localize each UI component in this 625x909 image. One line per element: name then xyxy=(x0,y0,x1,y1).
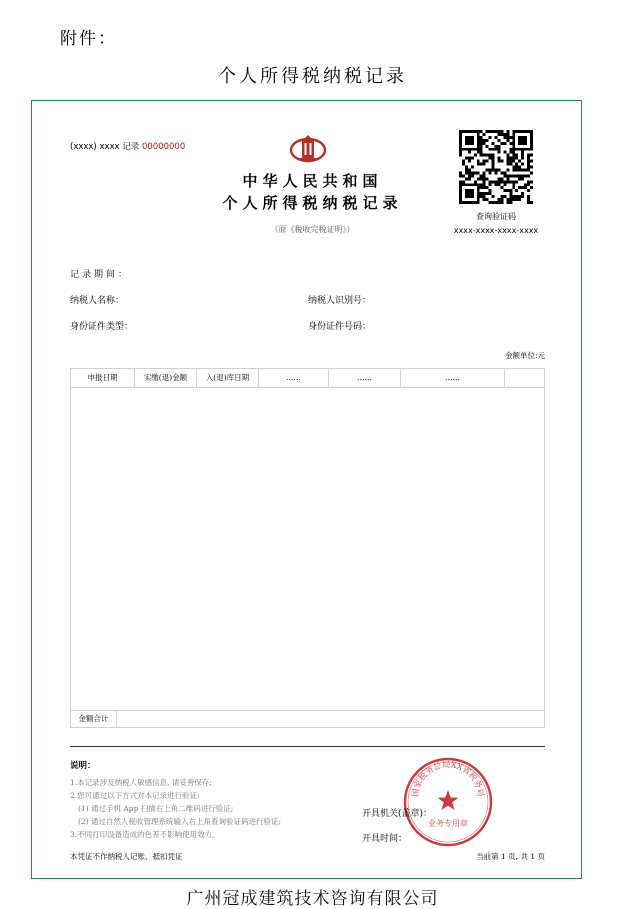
seal-center-text: 业务专用章 xyxy=(428,819,468,828)
note-item-2b: (2) 通过自然人税收管理系统输入右上角查询验证码进行验证; xyxy=(78,817,282,826)
record-number xyxy=(70,140,185,152)
qr-code-icon[interactable] xyxy=(459,130,533,204)
taxpayer-name-label: 纳税人名称： xyxy=(70,296,125,306)
table-header-paid-amount: 实缴(退)金额 xyxy=(135,369,197,387)
record-period-label: 记录期间： xyxy=(70,270,131,280)
table-header-col7 xyxy=(505,369,544,387)
note-item-2: 2.您可通过以下方式对本记录进行验证: xyxy=(70,791,200,800)
issuing-authority-label: 开具机关(盖章)： xyxy=(362,809,433,819)
note-item-1: 1.本记录涉及纳税人敏感信息, 请妥善保存; xyxy=(70,778,212,787)
original-certificate-note: （原《税收完税证明》） xyxy=(270,225,355,234)
document-title: 个人所得税纳税记录 xyxy=(218,66,407,87)
record-number-value: 00000000 xyxy=(141,142,186,152)
table-header-col6: …… xyxy=(401,369,505,387)
table-header-col4: …… xyxy=(259,369,329,387)
id-number-label: 身份证件号码： xyxy=(308,322,372,332)
page-indicator: 当前第 1 页, 共 1 页 xyxy=(476,852,545,861)
main-title-line1: 中华人民共和国 xyxy=(242,172,383,190)
qr-verify-label: 查询验证码 xyxy=(476,212,516,221)
table-total-label: 金额合计 xyxy=(71,710,117,728)
notes-heading: 说明： xyxy=(70,761,96,771)
table-total-divider xyxy=(71,710,544,711)
taxpayer-id-label: 纳税人识别号： xyxy=(308,296,372,306)
table-header-declare-date: 申报日期 xyxy=(71,369,135,387)
note-item-2a: (1) 通过手机 App 扫描右上角二维码进行验证; xyxy=(78,804,234,813)
table-header-divider xyxy=(71,387,544,388)
main-title-line2: 个人所得税纳税记录 xyxy=(222,194,403,212)
table-header-col5: …… xyxy=(329,369,401,387)
qr-verify-code: xxxx-xxxx-xxxx-xxxx xyxy=(453,226,539,235)
company-name: 广州冠成建筑技术咨询有限公司 xyxy=(186,889,439,909)
tax-emblem-icon xyxy=(289,134,327,164)
issue-time-label: 开具时间： xyxy=(362,834,408,844)
attachment-label: 附件： xyxy=(60,29,117,49)
official-seal-icon xyxy=(402,756,494,848)
seal-ring-text: 国家税务总局XX省税务局 xyxy=(409,759,487,798)
note-item-3: 3.不同打印设备造成的色差不影响使用效力。 xyxy=(70,830,220,839)
footer-disclaimer: 本凭证不作纳税人记账、抵扣凭证 xyxy=(70,852,183,861)
table-header-storage-date: 入(退)库日期 xyxy=(197,369,259,387)
id-type-label: 身份证件类型： xyxy=(70,322,134,332)
amount-unit: 金额单位:元 xyxy=(504,351,545,360)
record-number-prefix: (xxxx) xxxx 记录 xyxy=(70,142,140,152)
notes-divider xyxy=(70,746,545,747)
tax-record-table xyxy=(70,368,545,728)
